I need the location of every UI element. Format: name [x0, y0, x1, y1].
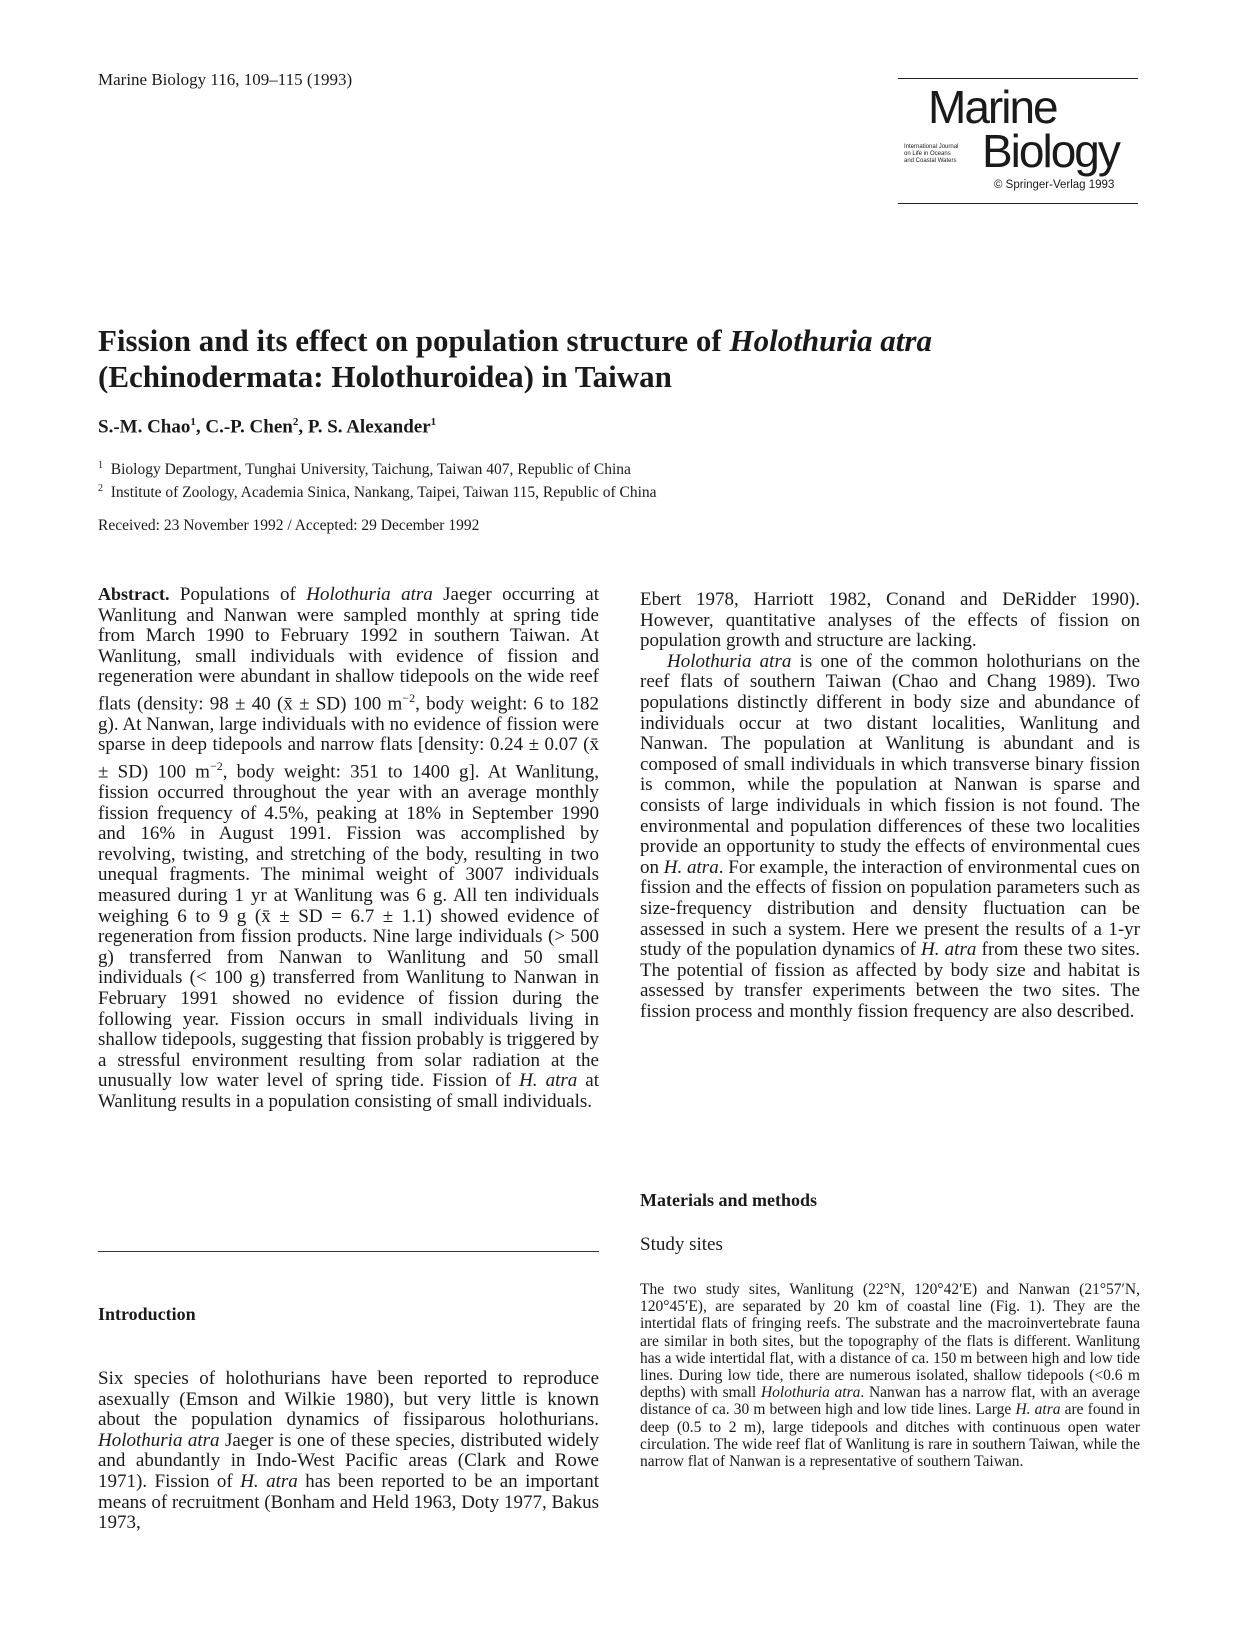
affiliation: $^2$ Institute of Zoology, Academia Sinica, Nankang, Taipei, Taiwan 115, Republic of China [98, 483, 657, 502]
title-line-1: Fission and its effect on population structure of Holothuria atra [98, 323, 932, 358]
received-accepted-dates: Received: 23 November 1992 / Accepted: 29 December 1992 [98, 517, 480, 534]
author-list: S.-M. Chao$^1$, C.-P. Chen$^2$, P. S. Alexander$^1$ [98, 416, 437, 438]
journal-citation: Marine Biology 116, 109–115 (1993) [98, 70, 353, 89]
paragraph: Holothuria atra is one of the common holothurians on the reef flats of southern Taiwan (Chao and Chang 1989). Two populations distinctly different in body size and abundance of individuals occur at two distant localities, Wanlitung and Nanwan. The population at Wanlitung is abundant and is composed of small individuals in which transverse binary fission is common, while the population at Nanwan is sparse and consists of large individuals in which fission is not found. The environmental and population differences of these two localities provide an opportunity to study the effects of environmental cues on H. atra. For example, the interaction of environmental cues on fission and the effects of fission on population parameters such as size-frequency distribution and density fluctuation can be assessed in such a system. Here we present the results of a 1-yr study of the population dynamics of H. atra from these two sites. The potential of fission as affected by body size and habitat is assessed by transfer experiments between the two sites. The fission process and monthly fission frequency are also described. [640, 650, 1141, 1022]
article-title [98, 323, 1158, 395]
affiliations [98, 456, 657, 502]
right-column-text [640, 590, 1140, 1022]
introduction-text: Six species of holothurians have been reported to reproduce asexually (Emson and Wilkie 1980), but very little is known about the population dynamics of fissiparous holothurians. Holothuria atra Jaeger is one of these species, distributed widely and abundantly in Indo-West Pacific areas (Clark and Rowe 1971). Fission of H. atra has been reported to be an important means of recruitment (Bonham and Held 1963, Doty 1977, Bakus 1973, [98, 1368, 599, 1534]
logo-word-biology: Biology [982, 125, 1119, 177]
author: C.-P. Chen [205, 416, 293, 438]
logo-tagline-line: on Life in Oceans [904, 151, 951, 157]
title-taxon: Holothuria atra [729, 323, 932, 358]
logo-top-rule [898, 78, 1138, 79]
logo-word-marine: Marine [928, 81, 1057, 133]
abstract-label: Abstract. [98, 584, 170, 604]
journal-logo [898, 78, 1138, 206]
logo-bottom-rule [898, 203, 1138, 204]
logo-tagline [904, 144, 974, 165]
affiliation: $^1$ Biology Department, Tunghai University, Taichung, Taiwan 407, Republic of China [98, 460, 631, 479]
section-heading-materials-methods: Materials and methods [640, 1190, 817, 1210]
author-affiliation-mark: 1 [430, 416, 437, 428]
author-affiliation-mark: 1 [190, 416, 196, 428]
study-sites-text: The two study sites, Wanlitung (22°N, 120°42′E) and Nanwan (21°57′N, 120°45′E), are separated by 20 km of coastal line (Fig. 1). They are the intertidal flats of fringing reefs. The substrate and the macroinvertebrate fauna are similar in both sites, but the topography of the flats is different. Wanlitung has a wide intertidal flat, with a distance of ca. 150 m between high and low tide lines. During low tide, there are numerous isolated, shallow tidepools (<0.6 m depths) with small Holothuria atra. Nanwan has a narrow flat, with an average distance of ca. 30 m between high and low tide lines. Large H. atra are found in deep (0.5 to 2 m), large tidepools and ditches with continuous open water circulation. The wide reef flat of Wanlitung is rare in southern Taiwan, while the narrow flat of Nanwan is a representative of southern Taiwan. [640, 1281, 1140, 1471]
author: S.-M. Chao [98, 416, 191, 438]
logo-tagline-line: International Journal [904, 144, 959, 150]
abstract-divider [98, 1251, 599, 1252]
abstract: Abstract. Populations of Holothuria atra Jaeger occurring at Wanlitung and Nanwan were sampled monthly at spring tide from March 1990 to February 1992 in southern Taiwan. At Wanlitung, small individuals with evidence of fission and regeneration were abundant in shallow tidepools on the wide reef flats (density: 98 ± 40 (x̄ ± SD) 100 $m^{-2}$, body weight: 6 to 182 g). At Nanwan, large individuals with no evidence of fission were sparse in deep tidepools and narrow flats [density: 0.24 ± 0.07 (x̄ ± SD) 100 $m^{-2}$, body weight: 351 to 1400 g]. At Wanlitung, fission occurred throughout the year with an average monthly fission frequency of 4.5%, peaking at 18% in September 1990 and 16% in August 1991. Fission was accomplished by revolving, twisting, and stretching of the body, resulting in two unequal fragments. The minimal weight of 3007 individuals measured during 1 yr at Wanlitung was 6 g. All ten individuals weighing 6 to 9 g (x̄ ± SD = 6.7 ± 1.1) showed evidence of regeneration from fission products. Nine large individuals (> 500 g) transferred from Nanwan to Wanlitung and 50 small individuals (< 100 g) transferred from Wanlitung to Nanwan in February 1991 showed no evidence of fission during the following year. Fission occurs in small individuals living in shallow tidepools, suggesting that fission probably is triggered by a stressful environment resulting from solar radiation at the unusually low water level of spring tide. Fission of H. atra at Wanlitung results in a population consisting of small individuals. [98, 584, 600, 1112]
subsection-heading-study-sites: Study sites [640, 1234, 723, 1255]
author-affiliation-mark: 2 [292, 416, 299, 428]
logo-tagline-line: and Coastal Waters [904, 158, 957, 164]
copyright-notice: © Springer-Verlag 1993 [994, 179, 1115, 191]
paragraph: Ebert 1978, Harriott 1982, Conand and DeRidder 1990). However, quantitative analyses of the effects of fission on population growth and structure are lacking. [640, 589, 1140, 652]
author: P. S. Alexander [307, 416, 431, 438]
title-line-2: (Echinodermata: Holothuroidea) in Taiwan [98, 359, 672, 394]
section-heading-introduction: Introduction [98, 1304, 196, 1324]
